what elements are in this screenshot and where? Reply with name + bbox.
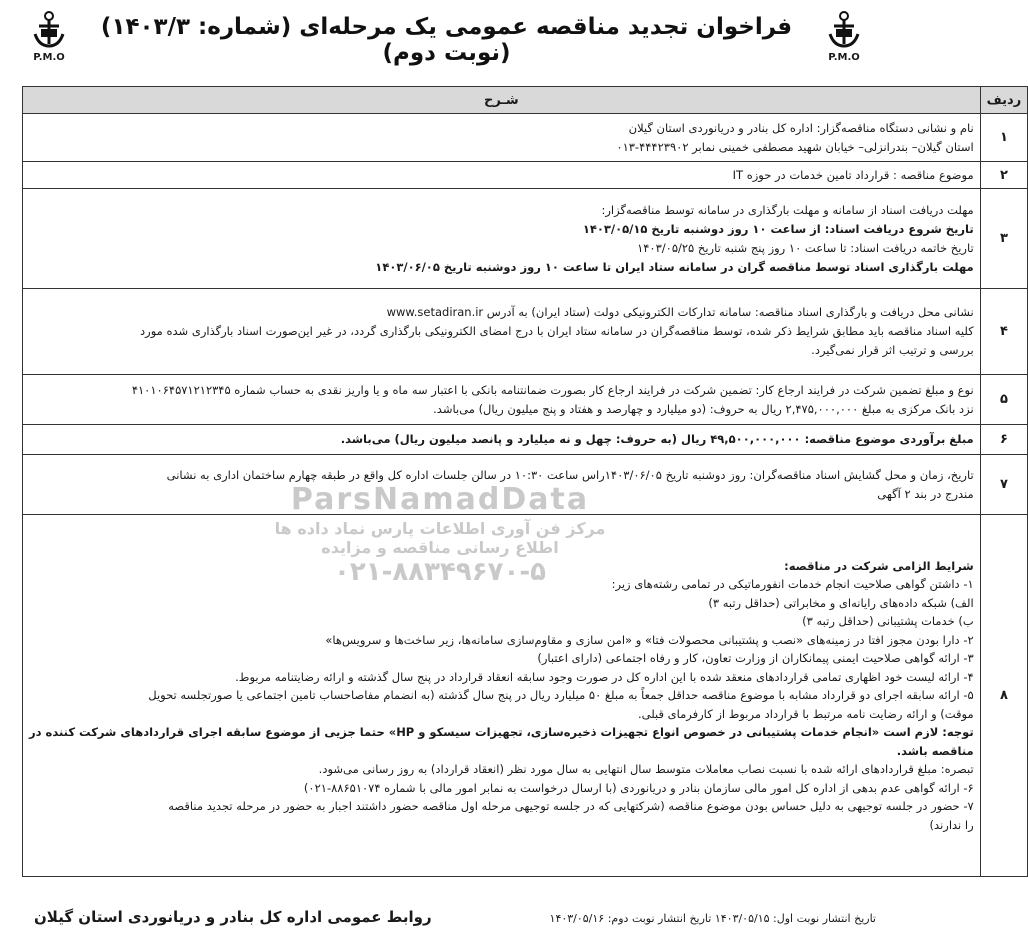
anchor-icon — [826, 10, 862, 50]
watermark-brand: ParsNamadData — [290, 482, 590, 517]
table-row — [23, 455, 1028, 515]
row-line: موضوع مناقصه : قرارداد تامین خدمات در حوزه IT — [732, 167, 974, 182]
table-row — [23, 162, 1028, 189]
row-line: نزد بانک مرکزی به مبلغ ۲,۴۷۵,۰۰۰,۰۰۰ ریال به حروف: (دو میلیارد و چهارصد و هفتاد و پنج میلیون ریال) می‌باشد. — [433, 401, 974, 416]
row-description — [23, 289, 981, 375]
row-line: موقت) و ارائه رضایت نامه مرتبط با قرارداد مربوط از کارفرمای قبلی. — [637, 706, 974, 721]
row-line: تاریخ خاتمه دریافت اسناد: تا ساعت ۱۰ روز پنج شنبه تاریخ ۱۴۰۳/۰۵/۲۵ — [637, 240, 974, 255]
row-line: ۳- ارائه گواهی صلاحیت ایمنی پیمانکاران از وزارت تعاون، کار و رفاه اجتماعی (دارای اعتبار) — [537, 651, 974, 666]
row-number: ۵ — [980, 375, 1028, 425]
row-line: نشانی محل دریافت و بارگذاری اسناد مناقصه: سامانه تدارکات الکترونیکی دولت (ستاد ایران) به آدرس www.setadiran.ir — [386, 305, 974, 319]
row-line: تاریخ شروع دریافت اسناد: از ساعت ۱۰ روز دوشنبه تاریخ ۱۴۰۳/۰۵/۱۵ — [582, 221, 974, 236]
row-line: ۷- حضور در جلسه توجیهی به دلیل حساس بودن موضوع مناقصه (شرکتهایی که در جلسه توجیهی مرحله اول مناقصه حضور داشتند اجبار به حضور در مرحله تجدید مناقصه — [168, 799, 974, 814]
table-row — [23, 375, 1028, 425]
row-line: نام و نشانی دستگاه مناقصه‌گزار: اداره کل بنادر و دریانوردی استان گیلان — [628, 120, 974, 135]
watermark-service: اطلاع رسانی مناقصه و مزایده — [321, 538, 559, 557]
row-line: شرایط الزامی شرکت در مناقصه: — [784, 558, 974, 573]
table-row — [23, 114, 1028, 162]
row-line: ب) خدمات پشتیبانی (حداقل رتبه ۳) — [802, 614, 974, 629]
row-line: مندرج در بند ۲ آگهی — [877, 486, 974, 501]
row-number: ۸ — [980, 515, 1028, 877]
table-header-row — [23, 87, 1028, 114]
watermark-subtitle: مرکز فن آوری اطلاعات پارس نماد داده ها — [274, 519, 606, 538]
pmo-logo-right — [817, 10, 871, 74]
pmo-logo-left — [22, 10, 76, 74]
notice-table — [22, 86, 1028, 877]
page-title: فراخوان تجدید مناقصه عمومی یک مرحله‌ای (شماره: ۱۴۰۳/۳) (نوبت دوم) — [100, 14, 793, 66]
row-line: ۵- ارائه سابقه اجرای دو قرارداد مشابه با موضوع مناقصه حداقل جمعاً به مبلغ ۵۰ میلیارد ریال در پنج سال گذشته (به انضمام مفاصاحساب تامین اجتماعی یا صورتجلسه تحویل — [148, 688, 974, 703]
row-line: تاریخ، زمان و محل گشایش اسناد مناقصه‌گران: روز دوشنبه تاریخ ۱۴۰۳/۰۶/۰۵راس ساعت ۱۰:۳۰ در سالن جلسات اداره کل واقع در طبقه چهارم ساختمان اداری به نشانی — [166, 467, 974, 482]
row-number: ۴ — [980, 289, 1028, 375]
logo-text: P.M.O — [33, 52, 65, 63]
footer — [22, 906, 880, 934]
row-line: ۱- داشتن گواهی صلاحیت انجام خدمات انفورماتیکی در تمامی رشته‌های زیر: — [611, 577, 974, 592]
row-line: الف) شبکه داده‌های رایانه‌ای و مخابراتی (حداقل رتبه ۳) — [708, 595, 974, 610]
row-description — [23, 375, 981, 425]
organization-name: روابط عمومی اداره کل بنادر و دریانوردی استان گیلان — [34, 908, 432, 926]
row-line: ۲- دارا بودن مجوز افتا در زمینه‌های «نصب و پشتیبانی محصولات فتا» و «امن سازی و مقاوم‌سازی سامانه‌ها، زیر ساخت‌ها و سرویس‌ها» — [325, 632, 974, 647]
row-line: را ندارند) — [929, 817, 974, 832]
table-row — [23, 425, 1028, 455]
watermark-phone: ۰۲۱-۸۸۳۴۹۶۷۰-۵ — [333, 557, 546, 587]
row-description — [23, 189, 981, 289]
row-number: ۱ — [980, 114, 1028, 162]
row-description — [23, 114, 981, 162]
table-row — [23, 515, 1028, 877]
row-number: ۶ — [980, 425, 1028, 455]
column-header-num: ردیف — [980, 87, 1028, 114]
row-description — [23, 162, 981, 189]
row-line: مبلغ برآوردی موضوع مناقصه: ۴۹,۵۰۰,۰۰۰,۰۰۰ ریال (به حروف: چهل و نه میلیارد و پانصد میلیون ریال) می‌باشد. — [340, 432, 974, 446]
row-number: ۷ — [980, 455, 1028, 515]
row-number: ۲ — [980, 162, 1028, 189]
row-line: مهلت دریافت اسناد از سامانه و مهلت بارگذاری در سامانه توسط مناقصه‌گزار: — [601, 202, 974, 217]
row-line: بررسی و ترتیب اثر قرار نمی‌گیرد. — [811, 343, 974, 357]
anchor-icon — [31, 10, 67, 50]
column-header-desc: شـرح — [23, 87, 981, 114]
row-description — [23, 515, 981, 877]
row-line: مناقصه باشد. — [896, 743, 974, 758]
row-line: تبصره: مبلغ قراردادهای ارائه شده با نسبت نصاب معاملات متوسط سال انتهایی به سال مورد نظر (انعقاد قرارداد) به روز رسانی می‌شود. — [318, 762, 974, 777]
row-line: مهلت بارگذاری اسناد توسط مناقصه گران در سامانه ستاد ایران تا ساعت ۱۰ روز دوشنبه تاریخ ۱۴۰۳/۰۶/۰۵ — [375, 259, 974, 274]
logo-text: P.M.O — [828, 52, 860, 63]
row-line: ۶- ارائه گواهی عدم بدهی از اداره کل امور مالی سازمان بنادر و دریانوردی (با ارسال درخواست به نمابر امور مالی با شماره ۸۸۶۵۱۰۷۴-۰۲۱) — [303, 780, 974, 795]
row-line: نوع و مبلغ تضمین شرکت در فرایند ارجاع کار: تضمین شرکت در فرایند ارجاع کار بصورت ضمانتنامه بانکی با اعتبار سه ماه و یا واریز نقدی به حساب شماره ۴۱۰۱۰۶۴۵۷۱۲۱۲۳۴۵ — [131, 382, 974, 397]
row-line: توجه: لازم است «انجام خدمات پشتیبانی در خصوص انواع تجهیزات ذخیره‌سازی، تجهیزات سیسکو و HP» حتما جزیی از موضوع سابقه اجرای قراردادهای شرکت کننده در — [29, 725, 974, 740]
header — [0, 0, 893, 82]
row-number: ۳ — [980, 189, 1028, 289]
row-line: کلیه اسناد مناقصه باید مطابق شرایط ذکر شده، توسط مناقصه‌گران در سامانه ستاد ایران با درج امضای الکترونیکی بارگذاری گردد، در غیر این‌صورت اسناد بارگذاری شده مورد — [140, 324, 974, 338]
row-line: استان گیلان– بندرانزلی– خیابان شهید مصطفی خمینی نمابر ۴۴۴۲۳۹۰۲-۰۱۳ — [616, 139, 974, 154]
row-description — [23, 455, 981, 515]
row-description — [23, 425, 981, 455]
publication-dates: تاریخ انتشار نوبت اول: ۱۴۰۳/۰۵/۱۵ تاریخ انتشار نوبت دوم: ۱۴۰۳/۰۵/۱۶ — [549, 912, 876, 925]
table-row — [23, 289, 1028, 375]
row-line: ۴- ارائه لیست خود اظهاری تمامی قراردادهای منعقد شده با این اداره کل در صورت وجود سابقه انعقاد قرارداد در پنج سال گذشته و ارائه رضایتنامه مربوط. — [235, 669, 974, 684]
table-row — [23, 189, 1028, 289]
